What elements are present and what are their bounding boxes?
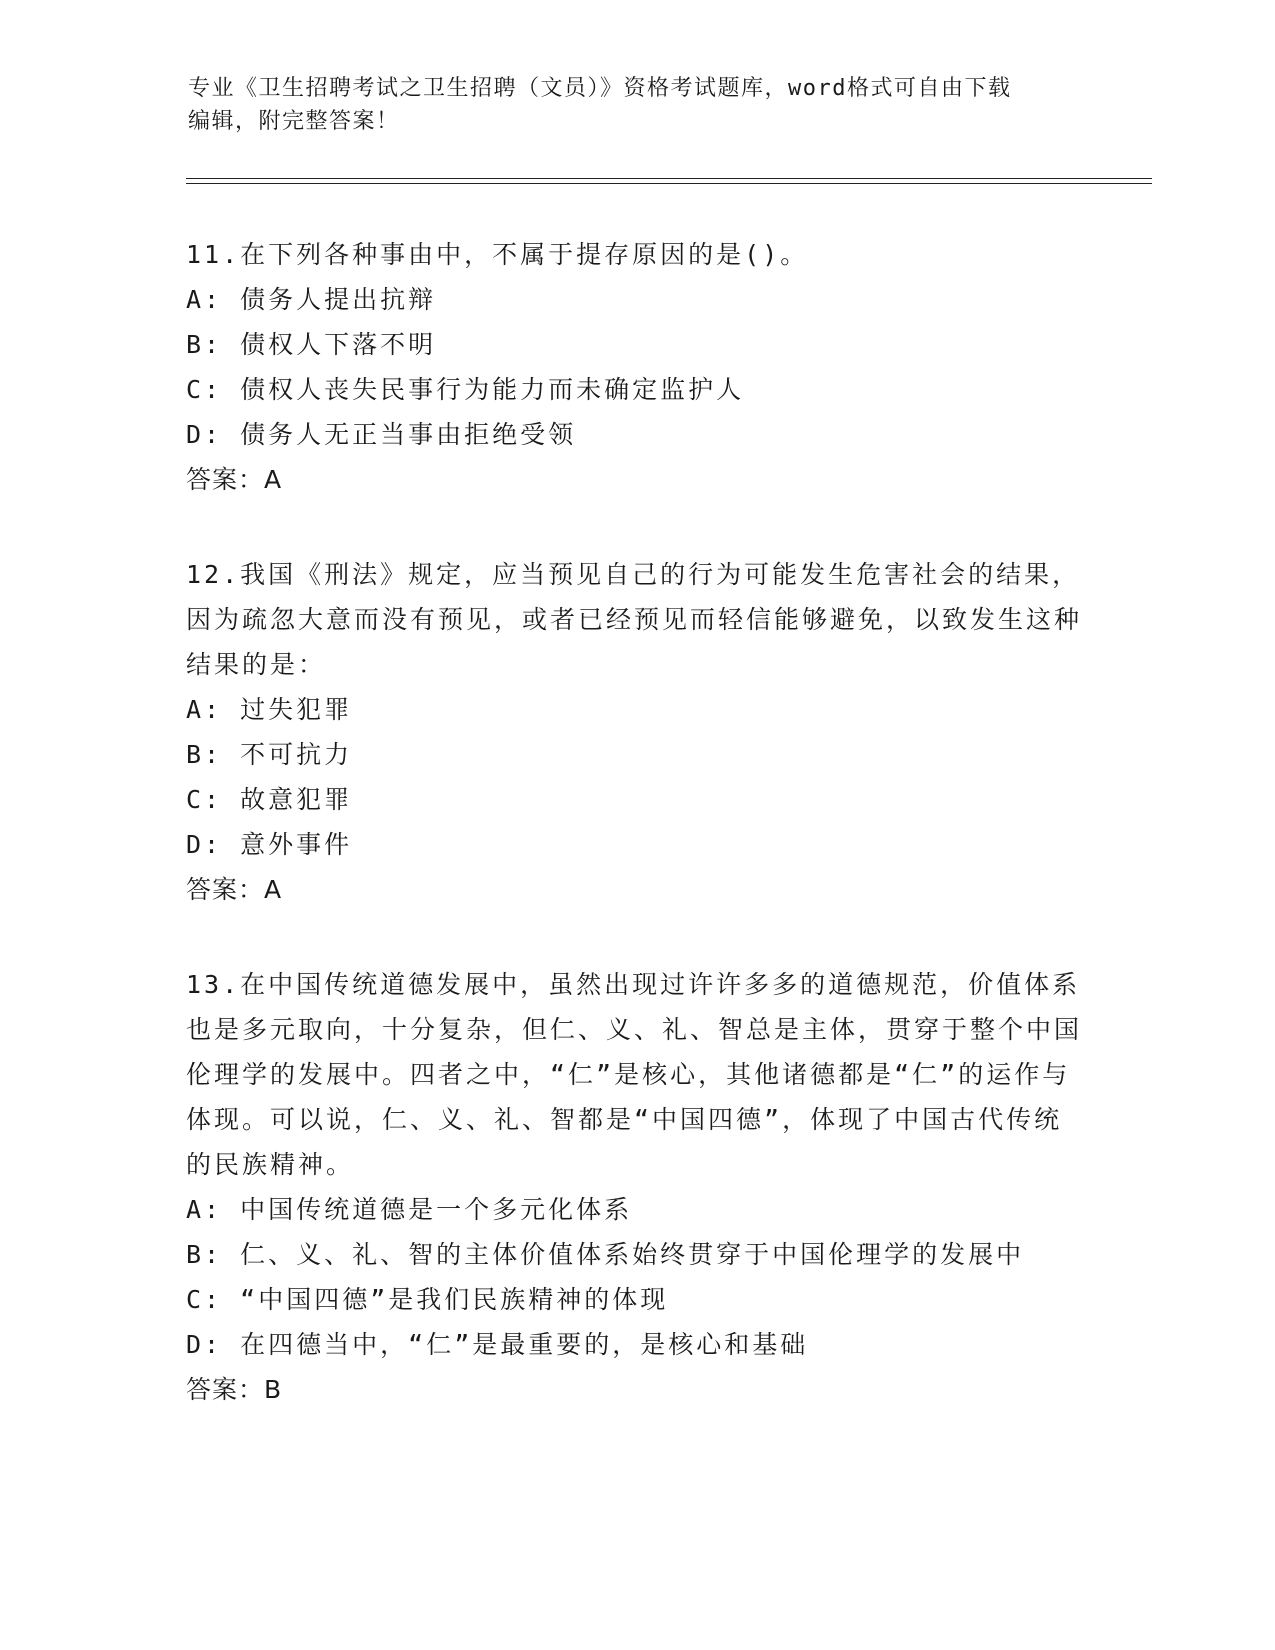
- header-line-2: 编辑，附完整答案！: [188, 109, 400, 134]
- question-11: [186, 232, 1086, 502]
- question-list: [186, 232, 1086, 1462]
- option-b: B: 不可抗力: [186, 740, 353, 769]
- question-stem: 13.在中国传统道德发展中，虽然出现过许许多多的道德规范，价值体系也是多元取向，十分复杂，但仁、义、礼、智总是主体，贯穿于整个中国伦理学的发展中。四者之中，“仁”是核心，其他诸德都是“仁”的运作与体现。可以说，仁、义、礼、智都是“中国四德”，体现了中国古代传统的民族精神。: [186, 970, 1083, 1179]
- option-b: B: 仁、义、礼、智的主体价值体系始终贯穿于中国伦理学的发展中: [186, 1240, 1025, 1269]
- option-d: D: 债务人无正当事由拒绝受领: [186, 420, 577, 449]
- question-stem: 11.在下列各种事由中，不属于提存原因的是()。: [186, 240, 809, 269]
- question-12: [186, 552, 1086, 912]
- option-c: C: “中国四德”是我们民族精神的体现: [186, 1285, 669, 1314]
- option-c: C: 故意犯罪: [186, 785, 353, 814]
- option-d: D: 意外事件: [186, 830, 353, 859]
- question-stem: 12.我国《刑法》规定，应当预见自己的行为可能发生危害社会的结果，因为疏忽大意而没有预见，或者已经预见而轻信能够避免，以致发生这种结果的是：: [186, 560, 1083, 679]
- option-a: A: 债务人提出抗辩: [186, 285, 437, 314]
- question-13: [186, 962, 1086, 1412]
- header-divider-bottom: [186, 183, 1152, 184]
- answer: 答案：A: [186, 465, 283, 494]
- header-divider-top: [186, 178, 1152, 179]
- answer: 答案：B: [186, 1375, 283, 1404]
- answer: 答案：A: [186, 875, 283, 904]
- option-b: B: 债权人下落不明: [186, 330, 437, 359]
- document-header: [188, 72, 1088, 138]
- option-d: D: 在四德当中，“仁”是最重要的，是核心和基础: [186, 1330, 809, 1359]
- option-a: A: 过失犯罪: [186, 695, 353, 724]
- header-line-1: 专业《卫生招聘考试之卫生招聘（文员）》资格考试题库，word格式可自由下载: [188, 76, 1012, 101]
- option-c: C: 债权人丧失民事行为能力而未确定监护人: [186, 375, 745, 404]
- option-a: A: 中国传统道德是一个多元化体系: [186, 1195, 633, 1224]
